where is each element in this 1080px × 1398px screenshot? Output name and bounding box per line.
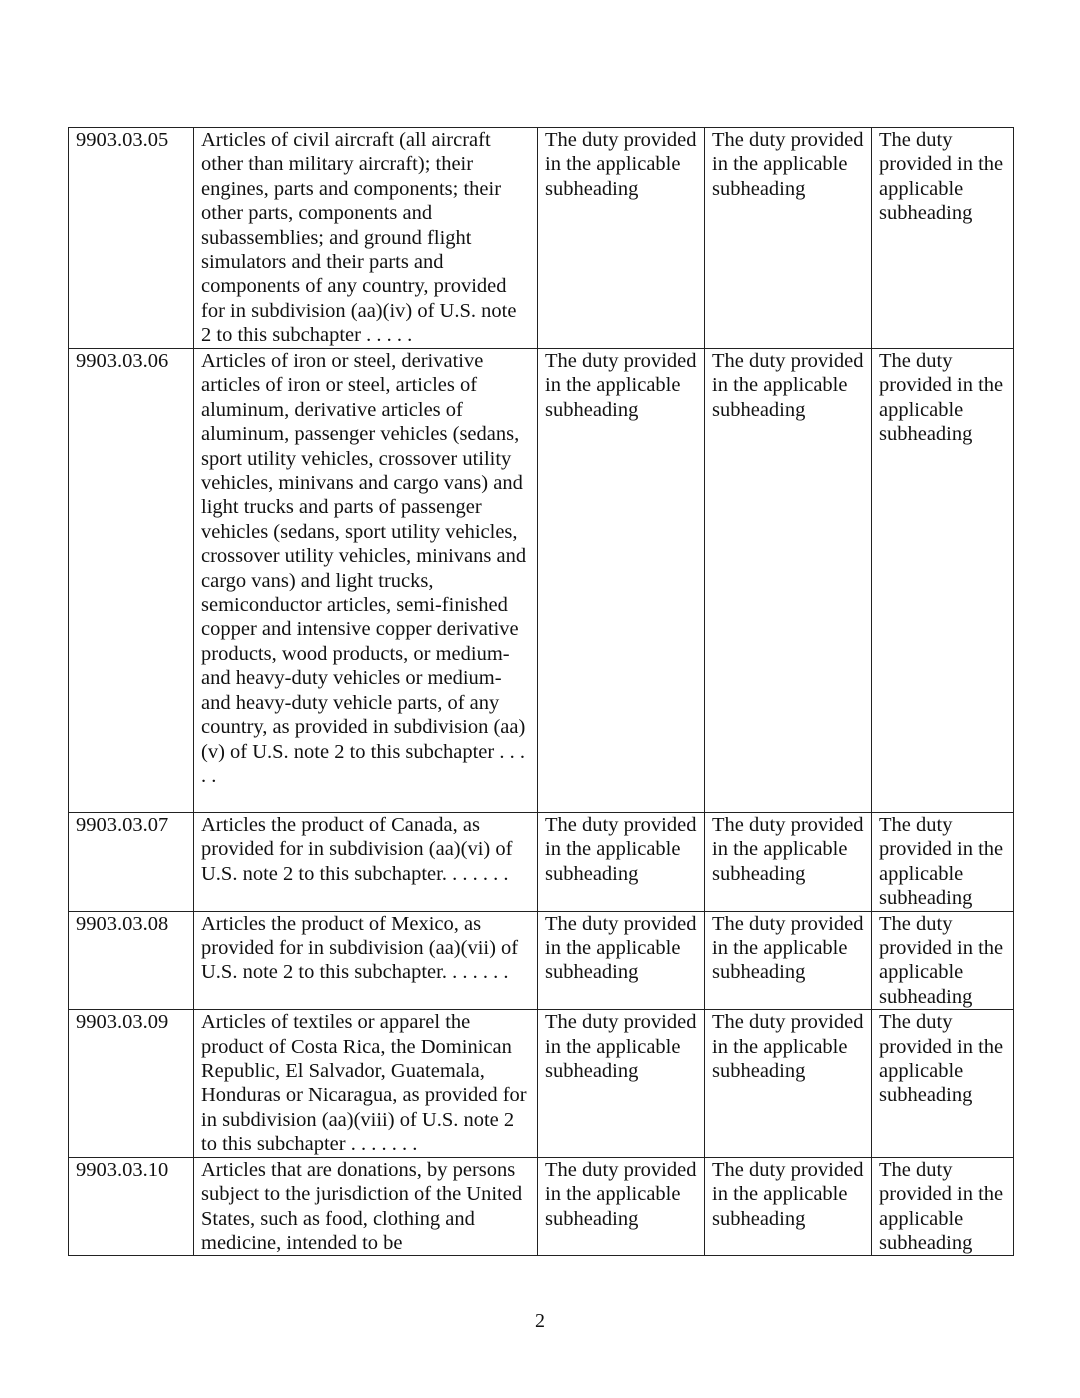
general-duty-rate: The duty provided in the applicable subheading	[538, 911, 705, 1010]
heading-code: 9903.03.08	[69, 911, 194, 1010]
heading-code: 9903.03.05	[69, 128, 194, 349]
heading-code: 9903.03.06	[69, 349, 194, 813]
special-duty-rate: The duty provided in the applicable subheading	[705, 349, 872, 813]
general-duty-rate: The duty provided in the applicable subheading	[538, 813, 705, 912]
column2-duty-rate: The duty provided in the applicable subheading	[872, 1157, 1014, 1256]
special-duty-rate: The duty provided in the applicable subheading	[705, 813, 872, 912]
table-row	[69, 1157, 1014, 1256]
table-row	[69, 128, 1014, 349]
table-row	[69, 1010, 1014, 1157]
table-row	[69, 911, 1014, 1010]
article-description: Articles the product of Mexico, as provided for in subdivision (aa)(vii) of U.S. note 2 to this subchapter. . . . . . .	[194, 911, 538, 1010]
column2-duty-rate: The duty provided in the applicable subheading	[872, 349, 1014, 813]
tariff-table	[68, 127, 1014, 1256]
heading-code: 9903.03.10	[69, 1157, 194, 1256]
general-duty-rate: The duty provided in the applicable subheading	[538, 349, 705, 813]
heading-code: 9903.03.07	[69, 813, 194, 912]
special-duty-rate: The duty provided in the applicable subheading	[705, 128, 872, 349]
general-duty-rate: The duty provided in the applicable subheading	[538, 128, 705, 349]
special-duty-rate: The duty provided in the applicable subheading	[705, 1010, 872, 1157]
column2-duty-rate: The duty provided in the applicable subheading	[872, 911, 1014, 1010]
article-description: Articles the product of Canada, as provided for in subdivision (aa)(vi) of U.S. note 2 to this subchapter. . . . . . .	[194, 813, 538, 912]
table-row	[69, 349, 1014, 813]
article-description: Articles of iron or steel, derivative articles of iron or steel, articles of aluminum, derivative articles of aluminum, passenger vehicles (sedans, sport utility vehicles, crossover utility vehicles, minivans and cargo vans) and light trucks and parts of passenger vehicles (sedans, sport utility vehicles, crossover utility vehicles, minivans and cargo vans) and light trucks, semiconductor articles, semi-finished copper and intensive copper derivative products, wood products, or medium- and heavy-duty vehicles or medium- and heavy-duty vehicle parts, of any country, as provided in subdivision (aa)(v) of U.S. note 2 to this subchapter . . . . .	[194, 349, 538, 813]
general-duty-rate: The duty provided in the applicable subheading	[538, 1157, 705, 1256]
special-duty-rate: The duty provided in the applicable subheading	[705, 911, 872, 1010]
special-duty-rate: The duty provided in the applicable subheading	[705, 1157, 872, 1256]
column2-duty-rate: The duty provided in the applicable subheading	[872, 128, 1014, 349]
column2-duty-rate: The duty provided in the applicable subheading	[872, 813, 1014, 912]
page-number: 2	[535, 1310, 545, 1332]
column2-duty-rate: The duty provided in the applicable subheading	[872, 1010, 1014, 1157]
table-row	[69, 813, 1014, 912]
general-duty-rate: The duty provided in the applicable subheading	[538, 1010, 705, 1157]
article-description: Articles of civil aircraft (all aircraft other than military aircraft); their engines, parts and components; their other parts, components and subassemblies; and ground flight simulators and their parts and components of any country, provided for in subdivision (aa)(iv) of U.S. note 2 to this subchapter . . . . .	[194, 128, 538, 349]
article-description: Articles of textiles or apparel the product of Costa Rica, the Dominican Republic, El Salvador, Guatemala, Honduras or Nicaragua, as provided for in subdivision (aa)(viii) of U.S. note 2 to this subchapter . . . . . . .	[194, 1010, 538, 1157]
heading-code: 9903.03.09	[69, 1010, 194, 1157]
article-description: Articles that are donations, by persons subject to the jurisdiction of the United States, such as food, clothing and medicine, intended to be	[194, 1157, 538, 1256]
